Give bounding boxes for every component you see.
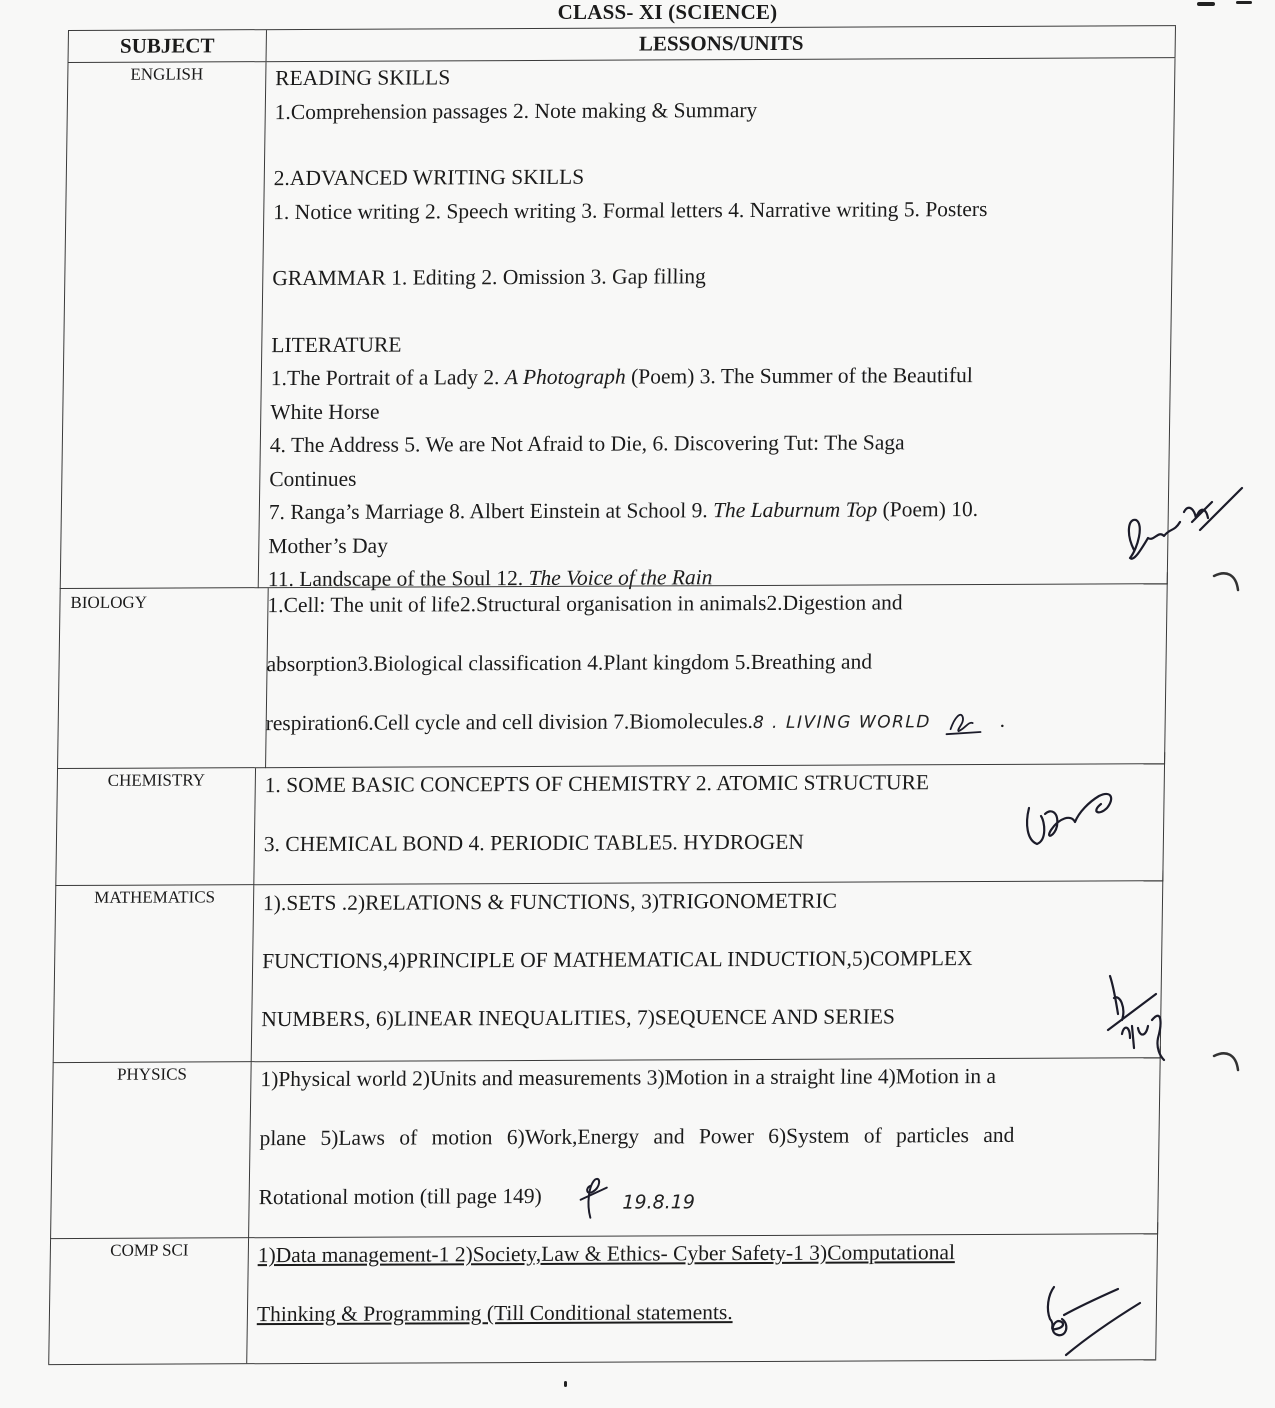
table-row-comp-sci: [48, 1233, 1158, 1365]
table-header-row: [68, 25, 1176, 62]
lesson-text: 1.The Portrait of a Lady 2.: [270, 365, 506, 391]
lesson-line: GRAMMAR 1. Editing 2. Omission 3. Gap filling: [272, 264, 707, 291]
section-heading: 2.ADVANCED WRITING SKILLS: [273, 164, 585, 191]
lessons-cell: [248, 1046, 1161, 1238]
lesson-text: 7. Ranga’s Marriage 8. Albert Einstein at School 9.: [268, 498, 714, 525]
table-row-mathematics: [53, 880, 1164, 1063]
lesson-text: respiration6.Cell cycle and cell division 7.Biomolecules.: [265, 709, 754, 736]
column-header-subject: SUBJECT: [68, 30, 267, 62]
subject-cell: BIOLOGY: [57, 588, 269, 769]
lesson-line: 1)Data management-1 2)Society,Law & Ethics- Cyber Safety-1 3)Computational: [257, 1240, 956, 1268]
lesson-line: 4. The Address 5. We are Not Afraid to Die, 6. Discovering Tut: The Saga: [269, 430, 905, 458]
table-row-english: [60, 57, 1176, 592]
subject-cell: CHEMISTRY: [55, 768, 256, 886]
lesson-line: FUNCTIONS,4)PRINCIPLE OF MATHEMATICAL INDUCTION,5)COMPLEX: [261, 946, 973, 974]
lesson-text: (Poem) 3. The Summer of the Beautiful: [625, 363, 974, 389]
lesson-line: White Horse: [270, 399, 380, 424]
lesson-text: (Poem) 10.: [876, 497, 979, 522]
section-heading: LITERATURE: [271, 332, 402, 357]
teacher-initials: [577, 1174, 618, 1222]
lesson-line: 1.Comprehension passages 2. Note making & Summary: [274, 97, 758, 124]
lesson-line: 1. Notice writing 2. Speech writing 3. Formal letters 4. Narrative writing 5. Posters: [273, 196, 988, 224]
initials-signature: [944, 707, 984, 737]
lesson-line: Thinking & Programming (Till Conditional statements.: [256, 1300, 733, 1327]
handwritten-addition: 8 . LIVING WORLD: [752, 712, 932, 734]
lesson-line: 3. CHEMICAL BOND 4. PERIODIC TABLE5. HYDROGEN: [263, 829, 805, 857]
lesson-title-italic: The Laburnum Top: [712, 497, 878, 523]
table-row-physics: [50, 1057, 1161, 1239]
lesson-line: 1.Cell: The unit of life2.Structural organisation in animals2.Digestion and: [267, 590, 903, 618]
margin-mark: [1210, 568, 1246, 598]
margin-mark: [1210, 1048, 1246, 1078]
lesson-line: Mother’s Day: [268, 533, 389, 558]
subject-cell: ENGLISH: [60, 62, 267, 589]
lesson-line: [271, 358, 1162, 395]
lesson-text: Rotational motion (till page 149): [258, 1183, 542, 1210]
lessons-cell: [253, 752, 1165, 885]
lessons-cell: [251, 870, 1164, 1062]
lesson-line: 1)Physical world 2)Units and measurements 3)Motion in a straight line 4)Motion in a: [260, 1063, 997, 1092]
lesson-title-italic: The Voice of the Rain: [528, 565, 713, 590]
syllabus-table: [48, 25, 1176, 1363]
lesson-line: [259, 1105, 1151, 1168]
column-header-lessons: LESSONS/UNITS: [266, 26, 1176, 61]
signed-date: 19.8.19: [622, 1191, 696, 1214]
lesson-text: plane 5)Laws of motion 6)Work,Energy and Power 6)System of particles and: [259, 1122, 1015, 1151]
lesson-line: absorption3.Biological classification 4.Plant kingdom 5.Breathing and: [266, 649, 873, 677]
lesson-line: Continues: [269, 466, 357, 491]
lessons-cell: [255, 572, 1168, 768]
subject-cell: MATHEMATICS: [53, 885, 255, 1063]
scan-mark: [564, 1381, 567, 1387]
lessons-cell: [246, 1222, 1158, 1363]
table-row-biology: [57, 583, 1168, 769]
lesson-text: 11. Landscape of the Soul 12.: [267, 565, 529, 592]
lessons-cell: [258, 58, 1176, 592]
trailing-mark: .: [999, 707, 1006, 732]
lesson-line: 1).SETS .2)RELATIONS & FUNCTIONS, 3)TRIGONOMETRIC: [262, 888, 838, 916]
lesson-line: NUMBERS, 6)LINEAR INEQUALITIES, 7)SEQUENCE AND SERIES: [261, 1004, 896, 1032]
subject-cell: PHYSICS: [50, 1062, 252, 1239]
table-row-chemistry: [55, 763, 1165, 886]
subject-cell: COMP SCI: [48, 1238, 249, 1364]
lesson-line: 1. SOME BASIC CONCEPTS OF CHEMISTRY 2. ATOMIC STRUCTURE: [264, 770, 930, 798]
lesson-line: [265, 690, 1157, 755]
page-title: CLASS- XI (SCIENCE): [557, 0, 778, 24]
lesson-title-italic: A Photograph: [504, 364, 626, 390]
section-heading: READING SKILLS: [275, 65, 451, 91]
lesson-line: [269, 492, 1160, 529]
